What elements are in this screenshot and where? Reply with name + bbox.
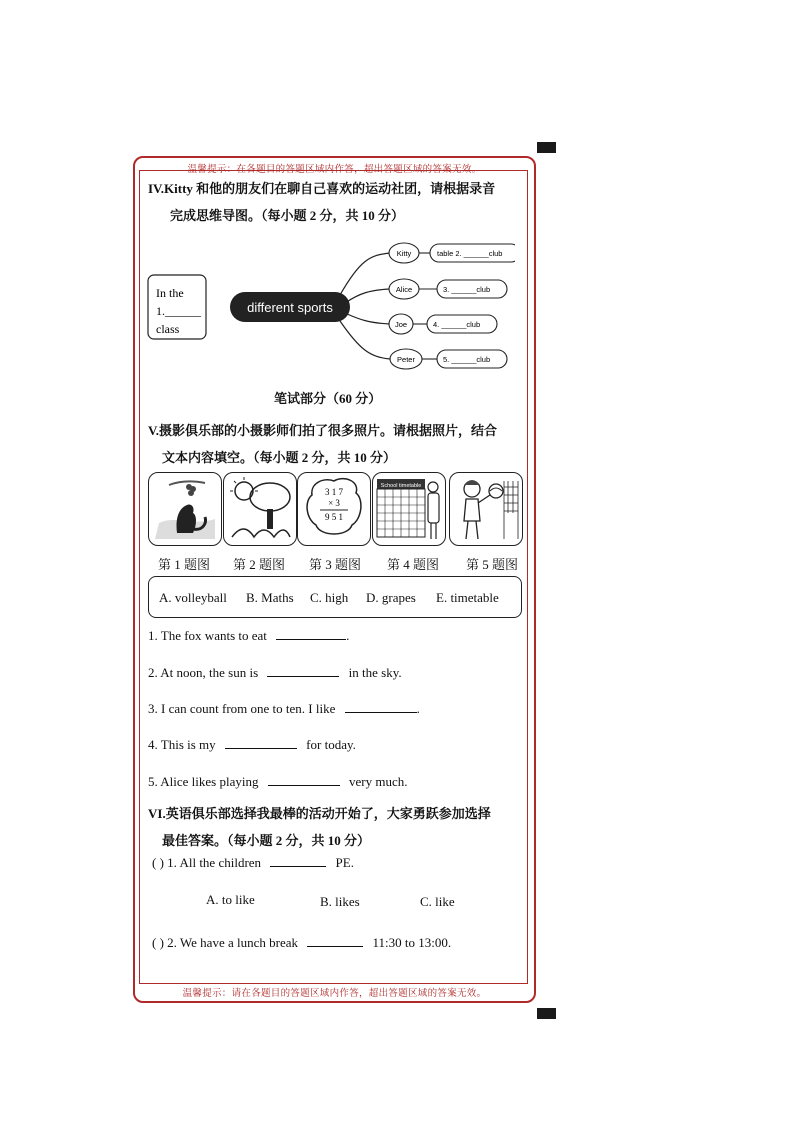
section6-instructions: 最佳答案。（每小题 2 分，共 10 分） — [162, 833, 371, 848]
fill-question-2 — [148, 662, 402, 684]
option-d: D. grapes — [366, 590, 416, 605]
option-b: B. Maths — [246, 590, 294, 605]
mindmap-left-line2: 1.______ — [156, 304, 201, 318]
choice-1-b[interactable]: B. likes — [320, 894, 360, 909]
mindmap-name-kitty: Kitty — [396, 249, 412, 258]
section4-instructions: 完成思维导图。（每小题 2 分，共 10 分） — [170, 208, 405, 223]
math-row-2: × 3 — [328, 498, 340, 508]
fill-blank-5[interactable] — [268, 772, 340, 786]
fill-question-1-text: 1. The fox wants to eat — [148, 628, 267, 643]
fill-question-3-text: 3. I can count from one to ten. I like — [148, 701, 336, 716]
choice-blank-1[interactable] — [270, 853, 326, 867]
photo-1 — [148, 472, 222, 546]
photo-5 — [449, 472, 523, 546]
fill-question-4 — [148, 734, 356, 756]
choice-question-2-text: 2. We have a lunch break — [167, 935, 298, 950]
option-a: A. volleyball — [159, 590, 227, 605]
mindmap-name-joe: Joe — [394, 320, 408, 329]
section5-instructions: 文本内容填空。（每小题 2 分，共 10 分） — [162, 450, 397, 465]
photo-2 — [223, 472, 297, 546]
fill-question-1 — [148, 625, 349, 647]
choice-question-2 — [152, 932, 451, 954]
fill-blank-2[interactable] — [267, 663, 339, 677]
mindmap-club-2: 3. ______club — [443, 285, 491, 294]
mindmap-club-3: 4. ______club — [433, 320, 481, 329]
math-row-3: 9 5 1 — [325, 512, 343, 522]
choice-question-2-paren[interactable]: ( ) — [152, 935, 164, 950]
choice-blank-2[interactable] — [307, 933, 363, 947]
choice-question-1-text: 1. All the children — [167, 855, 262, 870]
caption-4: 第 4 题图 — [386, 557, 439, 572]
fill-blank-3[interactable] — [345, 699, 417, 713]
bottom-tip: 温馨提示：请在各题目的答题区域内作答，超出答题区域的答案无效。 — [182, 989, 487, 999]
timetable-label: School timetable — [380, 483, 422, 489]
fill-question-2-end: in the sky. — [348, 665, 402, 680]
mindmap-name-peter: Peter — [397, 355, 415, 364]
caption-5: 第 5 题图 — [465, 557, 518, 572]
fill-question-5-text: 5. Alice likes playing — [148, 774, 259, 789]
fill-question-4-text: 4. This is my — [148, 737, 216, 752]
math-row-1: 3 1 7 — [325, 487, 343, 497]
written-part-heading: 笔试部分（60 分） — [274, 391, 382, 406]
mindmap-left-line3: class — [156, 322, 180, 336]
option-e: E. timetable — [436, 590, 499, 605]
mindmap-club-1: table 2. ______club — [437, 249, 503, 258]
section5-title: V.摄影俱乐部的小摄影师们拍了很多照片。请根据照片，结合 — [148, 423, 497, 438]
photo-3 — [297, 472, 371, 546]
fill-question-4-end: for today. — [306, 737, 356, 752]
caption-3: 第 3 题图 — [308, 557, 361, 572]
fill-question-2-text: 2. At noon, the sun is — [148, 665, 259, 680]
top-tip: 温馨提示：在各题目的答题区域内作答，超出答题区域的答案无效。 — [187, 165, 482, 175]
choice-question-1-end: PE. — [335, 855, 354, 870]
choice-1-a[interactable]: A. to like — [206, 892, 255, 907]
choice-question-1-paren[interactable]: ( ) — [152, 855, 164, 870]
mindmap-left-line1: In the — [156, 286, 184, 300]
registration-mark-bottom — [537, 1008, 556, 1019]
mindmap-name-alice: Alice — [395, 285, 413, 294]
option-c: C. high — [310, 590, 349, 605]
section4-title: IV.Kitty 和他的朋友们在聊自己喜欢的运动社团，请根据录音 — [148, 181, 496, 196]
fill-question-5 — [148, 771, 407, 793]
section6-title: VI.英语俱乐部选择我最棒的活动开始了，大家勇跃参加选择 — [148, 806, 491, 821]
mind-map — [145, 235, 515, 375]
registration-mark-top — [537, 142, 556, 153]
choice-1-c[interactable]: C. like — [420, 894, 455, 909]
fill-question-5-end: very much. — [348, 774, 408, 789]
caption-2: 第 2 题图 — [232, 557, 285, 572]
choice-question-2-end: 11:30 to 13:00. — [372, 935, 452, 950]
caption-1: 第 1 题图 — [157, 557, 210, 572]
fill-question-1-end: . — [346, 628, 350, 643]
mindmap-center-text: different sports — [247, 300, 333, 315]
photo-4 — [372, 472, 446, 546]
fill-question-3 — [148, 698, 420, 720]
fill-blank-1[interactable] — [276, 626, 346, 640]
choice-question-1 — [152, 852, 354, 874]
fill-blank-4[interactable] — [225, 735, 297, 749]
mindmap-club-4: 5. ______club — [443, 355, 491, 364]
fill-question-3-end: . — [416, 701, 420, 716]
